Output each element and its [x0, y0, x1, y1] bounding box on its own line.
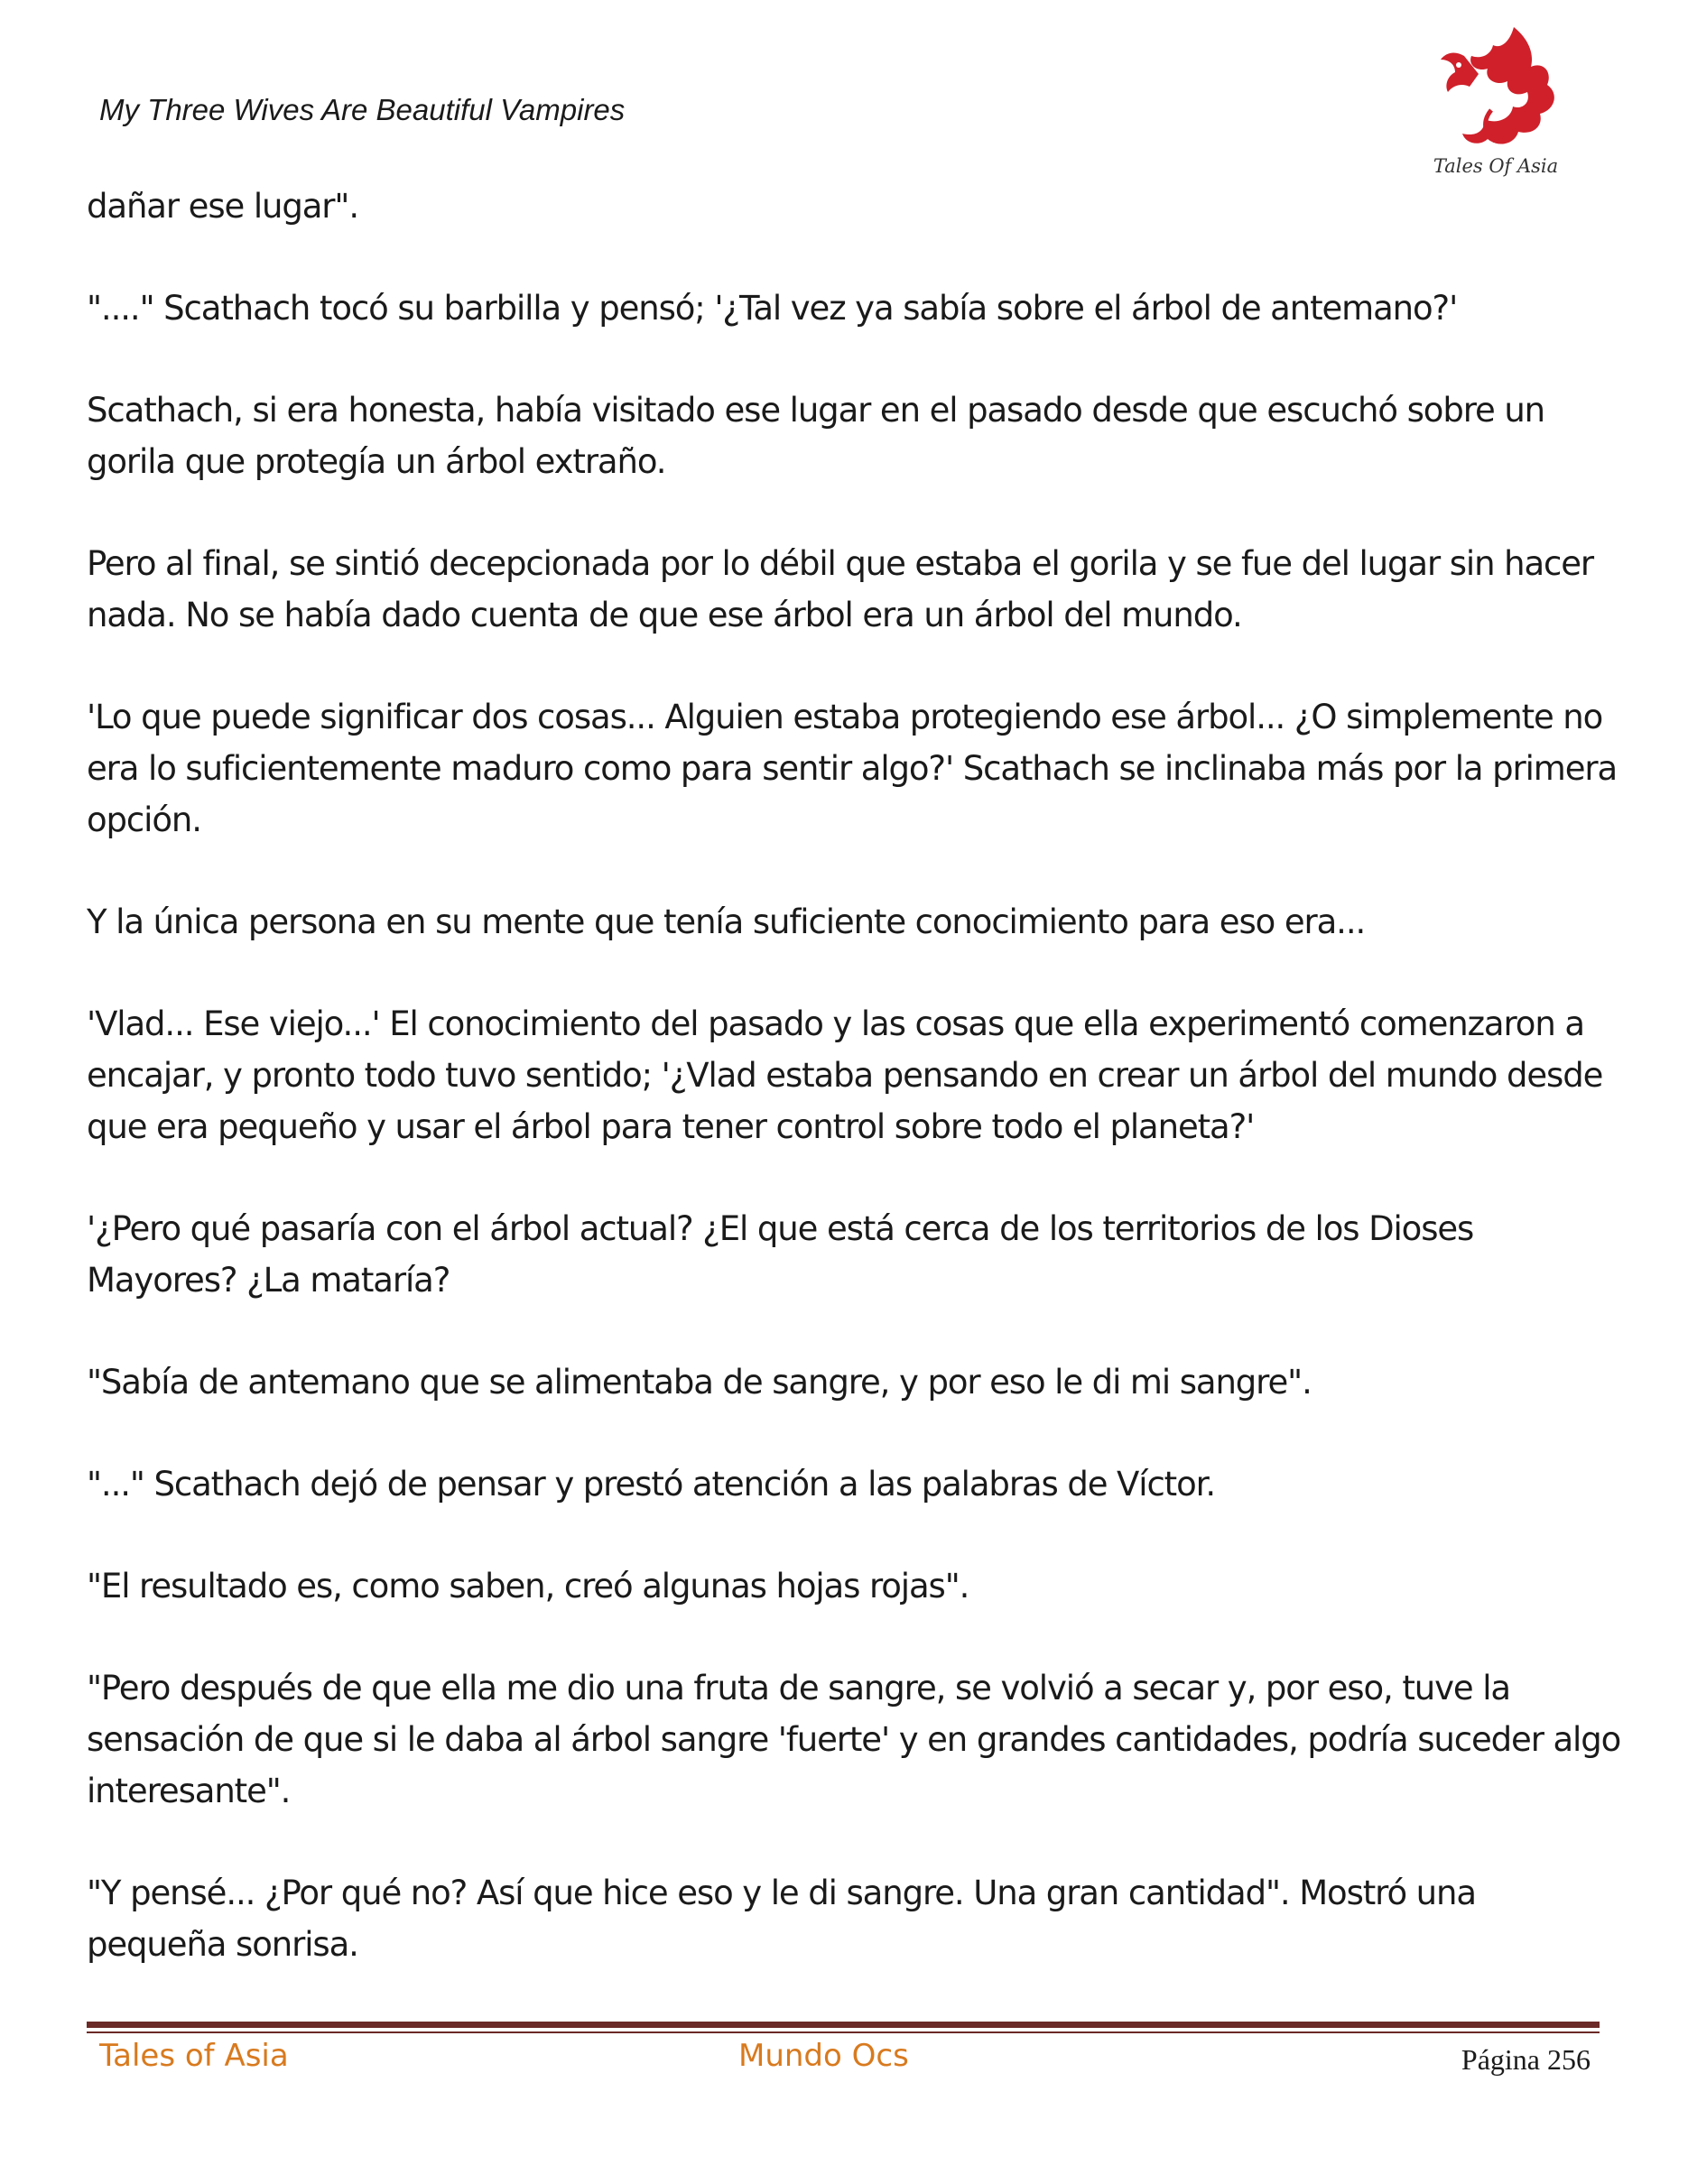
paragraph: dañar ese lugar".: [87, 187, 359, 226]
dragon-icon: [1428, 20, 1563, 155]
paragraph: Y la única persona en su mente que tenía suficiente conocimiento para eso era...: [87, 902, 1366, 941]
paragraph: "..." Scathach dejó de pensar y prestó atención a las palabras de Víctor.: [87, 1465, 1216, 1504]
paragraph: Scathach, si era honesta, había visitado ese lugar en el pasado desde que escuchó sobre un gorila que protegía un árbol extraño.: [87, 391, 1545, 481]
paragraph: Pero al final, se sintió decepcionada por lo débil que estaba el gorila y se fue del lugar sin hacer nada. No se había dado cuenta de que ese árbol era un árbol del mundo.: [87, 544, 1594, 634]
footer-divider-thin: [87, 2031, 1600, 2033]
tales-of-asia-logo: [1428, 20, 1563, 180]
paragraph: '¿Pero qué pasaría con el árbol actual? ¿El que está cerca de los territorios de los Dioses Mayores? ¿La mataría?: [87, 1209, 1474, 1300]
body-text: [87, 180, 1621, 2021]
paragraph: "Y pensé... ¿Por qué no? Así que hice eso y le di sangre. Una gran cantidad". Mostró una pequeña sonrisa.: [87, 1874, 1476, 1964]
footer-site-name: Tales of Asia: [99, 2038, 289, 2074]
footer-section: Mundo Ocs: [738, 2038, 909, 2074]
paragraph: 'Vlad... Ese viejo...' El conocimiento del pasado y las cosas que ella experimentó comenzaron a encajar, y pronto todo tuvo sentido; '¿Vlad estaba pensando en crear un árbol del mundo desde que era pequeño y usar el árbol para tener control sobre todo el planeta?': [87, 1004, 1603, 1146]
paragraph: 'Lo que puede significar dos cosas... Alguien estaba protegiendo ese árbol... ¿O simplemente no era lo suficientemente maduro como para sentir algo?' Scathach se inclinaba más por la primera opción.: [87, 698, 1618, 839]
paragraph: "Sabía de antemano que se alimentaba de sangre, y por eso le di mi sangre".: [87, 1363, 1312, 1402]
page-number: Página 256: [1461, 2043, 1591, 2076]
header-title: My Three Wives Are Beautiful Vampires: [99, 93, 626, 126]
footer-divider: [87, 2022, 1600, 2028]
paragraph: "Pero después de que ella me dio una fruta de sangre, se volvió a secar y, por eso, tuve la sensación de que si le daba al árbol sangre 'fuerte' y en grandes cantidades, podría suceder algo interesante".: [87, 1669, 1621, 1810]
logo-caption: Tales Of Asia: [1433, 155, 1559, 177]
paragraph: "...." Scathach tocó su barbilla y pensó; '¿Tal vez ya sabía sobre el árbol de antemano?': [87, 289, 1458, 328]
paragraph: "El resultado es, como saben, creó algunas hojas rojas".: [87, 1567, 969, 1606]
